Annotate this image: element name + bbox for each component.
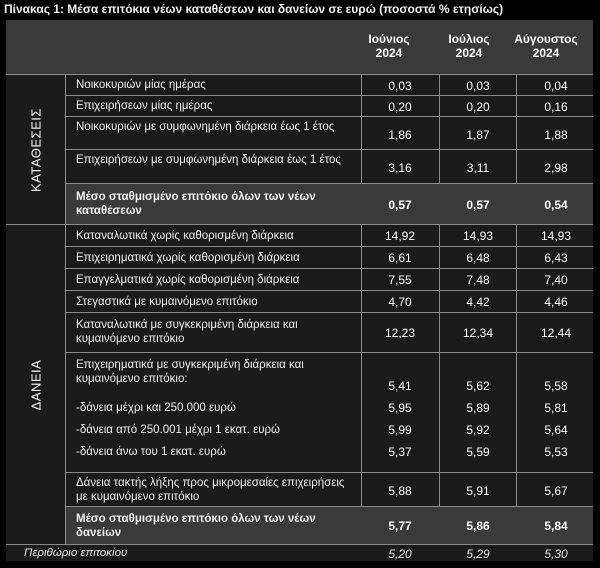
interest-margin-row <box>6 544 593 561</box>
column-header-june <box>349 32 429 60</box>
subrow-label: -δάνεια από 250.001 μέχρι 1 εκατ. ευρώ <box>76 424 281 436</box>
column-year: 2024 <box>455 46 483 60</box>
table-row <box>66 116 593 149</box>
value-july: 12,34 <box>462 326 494 340</box>
group-label-deposits: ΚΑΤΑΘΕΣΕΙΣ <box>28 107 43 192</box>
value-june: 5,95 <box>388 401 412 415</box>
value-july: 5,86 <box>466 519 490 533</box>
value-july: 5,29 <box>466 547 490 561</box>
row-label: Στεγαστικά με κυμαινόμενο επιτόκιο <box>76 296 258 308</box>
value-july: 0,57 <box>466 198 490 212</box>
value-june: 0,20 <box>388 100 412 114</box>
value-july: 6,48 <box>466 251 490 265</box>
value-august: 12,44 <box>540 326 572 340</box>
table-row <box>66 246 593 268</box>
value-august: 0,54 <box>544 198 568 212</box>
value-august: 5,53 <box>544 445 568 459</box>
value-june: 5,77 <box>388 519 412 533</box>
group-label-loans: ΔΑΝΕΙΑ <box>28 359 43 410</box>
value-july: 4,42 <box>466 295 490 309</box>
row-label: Δάνεια τακτής λήξης προς μικρομεσαίες επιχειρήσεις με κυμαινόμενο επιτόκιο <box>76 477 345 503</box>
value-august: 4,46 <box>544 295 568 309</box>
value-august: 0,04 <box>544 79 568 93</box>
value-august: 5,84 <box>544 519 568 533</box>
value-june: 5,37 <box>388 445 412 459</box>
row-label: Νοικοκυριών με συμφωνημένη διάρκεια έως 1 έτος <box>76 121 335 133</box>
value-june: 0,57 <box>388 198 412 212</box>
loans-group <box>6 224 66 544</box>
value-july: 1,87 <box>466 128 490 142</box>
value-july: 5,59 <box>466 445 490 459</box>
table-title: Πίνακας 1: Μέσα επιτόκια νέων καταθέσεων και δανείων σε ευρώ (ποσοστά % ετησίως) <box>4 2 504 16</box>
row-label: Μέσο σταθμισμένο επιτόκιο όλων των νέων δανείων <box>76 513 316 539</box>
value-july: 7,48 <box>466 273 490 287</box>
value-june: 3,16 <box>388 161 412 175</box>
value-july: 14,93 <box>462 229 494 243</box>
table-row <box>66 290 593 312</box>
column-header-august <box>506 32 586 60</box>
row-label: Επιχειρηματικά με συγκεκριμένη διάρκεια και κυμαινόμενο επιτόκιο: <box>76 359 304 385</box>
row-label: Καταναλωτικά χωρίς καθορισμένη διάρκεια <box>76 230 294 242</box>
value-july: 5,89 <box>466 401 490 415</box>
value-august: 0,16 <box>544 100 568 114</box>
table-row <box>66 268 593 290</box>
value-june: 4,70 <box>388 295 412 309</box>
value-august: 5,81 <box>544 401 568 415</box>
table-row <box>66 149 593 183</box>
rates-table <box>6 20 593 561</box>
value-june: 1,86 <box>388 128 412 142</box>
row-label: Επιχειρηματικά χωρίς καθορισμένη διάρκεια <box>76 252 300 264</box>
table-row <box>66 472 593 506</box>
column-year: 2024 <box>532 46 560 60</box>
column-header-july <box>429 32 509 60</box>
loans-average-row <box>66 506 593 544</box>
margin-label: Περιθώριο επιτοκίου <box>24 547 128 559</box>
subrow-label: -δάνεια μέχρι και 250.000 ευρώ <box>76 402 236 414</box>
value-june: 5,99 <box>388 423 412 437</box>
value-july: 0,20 <box>466 100 490 114</box>
row-label: Καταναλωτικά με συγκεκριμένη διάρκεια και κυμαινόμενο επιτόκιο <box>76 319 298 345</box>
deposits-average-row <box>66 183 593 224</box>
column-month: Ιούλιος <box>448 32 490 46</box>
row-label: Επιχειρήσεων μίας ημέρας <box>76 100 213 112</box>
value-august: 5,58 <box>544 379 568 393</box>
value-june: 0,03 <box>388 79 412 93</box>
value-july: 5,62 <box>466 379 490 393</box>
deposits-group <box>6 74 66 224</box>
column-year: 2024 <box>375 46 403 60</box>
value-june: 14,92 <box>384 229 416 243</box>
business-fixed-block <box>66 352 593 472</box>
row-label: Μέσο σταθμισμένο επιτόκιο όλων των νέων καταθέσεων <box>76 191 316 217</box>
table-header <box>6 20 593 74</box>
value-june: 12,23 <box>384 326 416 340</box>
value-june: 5,20 <box>388 547 412 561</box>
row-label: Νοικοκυριών μίας ημέρας <box>76 79 206 91</box>
value-june: 5,88 <box>388 484 412 498</box>
row-label: Επαγγελματικά χωρίς καθορισμένη διάρκεια <box>76 274 300 286</box>
value-july: 3,11 <box>466 161 490 175</box>
table-row <box>66 95 593 116</box>
value-august: 7,40 <box>544 273 568 287</box>
column-month: Ιούνιος <box>368 32 410 46</box>
value-august: 14,93 <box>540 229 572 243</box>
subrow-label: -δάνεια άνω του 1 εκατ. ευρώ <box>76 446 226 458</box>
value-august: 2,98 <box>544 161 568 175</box>
value-august: 6,43 <box>544 251 568 265</box>
value-july: 5,91 <box>466 484 490 498</box>
value-august: 5,30 <box>544 547 568 561</box>
table-row <box>66 224 593 246</box>
value-august: 5,67 <box>544 484 568 498</box>
value-august: 5,64 <box>544 423 568 437</box>
value-july: 0,03 <box>466 79 490 93</box>
value-june: 5,41 <box>388 379 412 393</box>
value-june: 7,55 <box>388 273 412 287</box>
column-month: Αύγουστος <box>514 32 578 46</box>
value-august: 1,88 <box>544 128 568 142</box>
table-row <box>66 74 593 95</box>
row-label: Επιχειρήσεων με συμφωνημένη διάρκεια έως 1 έτος <box>76 154 341 166</box>
value-july: 5,92 <box>466 423 490 437</box>
value-june: 6,61 <box>388 251 412 265</box>
table-row <box>66 312 593 352</box>
